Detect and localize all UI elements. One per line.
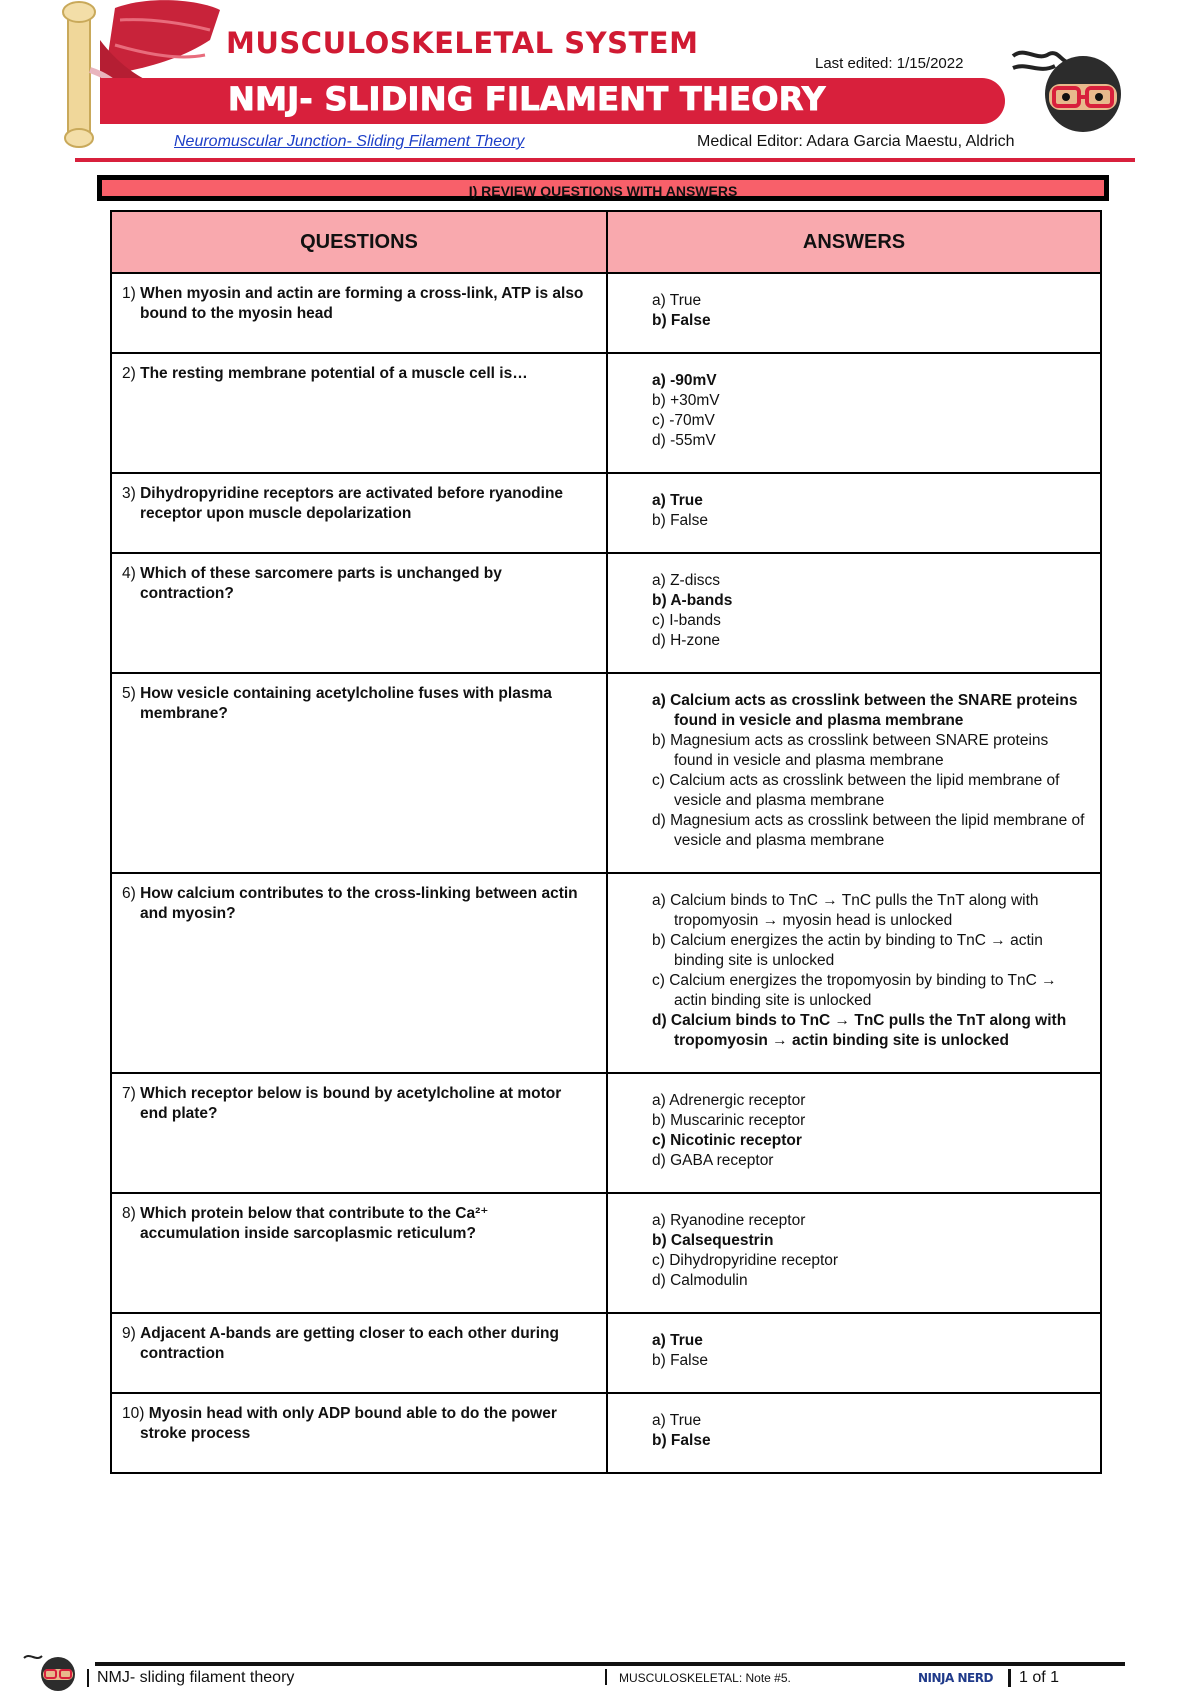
- answer-option-correct: d) Calcium binds to TnC → TnC pulls the TnT along with tropomyosin → actin binding site is unlocked: [652, 1012, 1067, 1049]
- answer-cell: [607, 273, 1101, 353]
- question-text: Which receptor below is bound by acetylcholine at motor end plate?: [140, 1085, 562, 1122]
- footer-divider: [95, 1662, 1125, 1666]
- footer-topic: NMJ- sliding filament theory: [87, 1669, 617, 1687]
- answer-option: c) Dihydropyridine receptor: [652, 1252, 839, 1269]
- ninja-footer-icon: [22, 1650, 82, 1694]
- footer-logo: NINJA NERD: [918, 1671, 993, 1685]
- answer-option: b) Calcium energizes the actin by binding to TnC → actin binding site is unlocked: [652, 932, 1043, 969]
- answer-option: d) Calmodulin: [652, 1272, 748, 1289]
- muscle-illustration: [60, 0, 230, 150]
- table-row: [111, 473, 1101, 553]
- table-row: [111, 1193, 1101, 1313]
- question-cell: 9) Adjacent A-bands are getting closer to each other during contraction: [111, 1313, 607, 1393]
- answer-option: a) True: [652, 292, 702, 309]
- answer-cell: [607, 673, 1101, 873]
- table-row: [111, 553, 1101, 673]
- question-cell: 2) The resting membrane potential of a muscle cell is…: [111, 353, 607, 473]
- question-cell: 5) How vesicle containing acetylcholine fuses with plasma membrane?: [111, 673, 607, 873]
- medical-editor: Medical Editor: Adara Garcia Maestu, Aldrich: [697, 133, 1015, 150]
- answer-option: c) Calcium energizes the tropomyosin by binding to TnC → actin binding site is unlocked: [652, 972, 1057, 1009]
- answer-option: c) Calcium acts as crosslink between the lipid membrane of vesicle and plasma membrane: [652, 772, 1060, 809]
- answer-option: a) Calcium binds to TnC → TnC pulls the TnT along with tropomyosin → myosin head is unlocked: [652, 892, 1039, 929]
- answer-option: b) False: [652, 1352, 708, 1369]
- answer-option: c) I-bands: [652, 612, 721, 629]
- question-text: Dihydropyridine receptors are activated before ryanodine receptor upon muscle depolarization: [140, 485, 564, 522]
- answer-option: b) Magnesium acts as crosslink between SNARE proteins found in vesicle and plasma membrane: [652, 732, 1049, 769]
- answer-option: a) True: [652, 1412, 702, 1429]
- page-title: NMJ- SLIDING FILAMENT THEORY: [228, 80, 826, 118]
- answer-option-correct: a) -90mV: [652, 372, 717, 389]
- section-title: I) REVIEW QUESTIONS WITH ANSWERS: [97, 175, 1109, 201]
- question-cell: 4) Which of these sarcomere parts is unchanged by contraction?: [111, 553, 607, 673]
- answer-option-correct: b) A-bands: [652, 592, 733, 609]
- answer-option-correct: c) Nicotinic receptor: [652, 1132, 802, 1149]
- qa-table: [110, 210, 1102, 1474]
- answer-cell: [607, 473, 1101, 553]
- question-text: How vesicle containing acetylcholine fuses with plasma membrane?: [140, 685, 552, 722]
- table-row: [111, 273, 1101, 353]
- answer-option-correct: b) False: [652, 1432, 711, 1449]
- question-text: Which protein below that contribute to the Ca²⁺ accumulation inside sarcoplasmic reticulum?: [140, 1205, 489, 1242]
- question-cell: 7) Which receptor below is bound by acetylcholine at motor end plate?: [111, 1073, 607, 1193]
- banner-title: MUSCULOSKELETAL SYSTEM: [226, 26, 699, 60]
- table-row: [111, 873, 1101, 1073]
- answer-option: d) Magnesium acts as crosslink between the lipid membrane of vesicle and plasma membrane: [652, 812, 1085, 849]
- answer-option: b) +30mV: [652, 392, 720, 409]
- header-divider: [75, 158, 1135, 162]
- footer-note: MUSCULOSKELETAL: Note #5.: [605, 1669, 791, 1685]
- question-text: When myosin and actin are forming a cross-link, ATP is also bound to the myosin head: [140, 285, 584, 322]
- topic-link[interactable]: Neuromuscular Junction- Sliding Filament Theory: [174, 133, 525, 150]
- question-cell: 3) Dihydropyridine receptors are activated before ryanodine receptor upon muscle depolarization: [111, 473, 607, 553]
- answer-option: b) Muscarinic receptor: [652, 1112, 806, 1129]
- answer-option: d) -55mV: [652, 432, 716, 449]
- answer-option: d) H-zone: [652, 632, 721, 649]
- table-row: [111, 673, 1101, 873]
- answer-option: a) Ryanodine receptor: [652, 1212, 806, 1229]
- question-cell: 10) Myosin head with only ADP bound able to do the power stroke process: [111, 1393, 607, 1473]
- answer-cell: [607, 553, 1101, 673]
- answer-option-correct: a) True: [652, 1332, 703, 1349]
- question-text: Which of these sarcomere parts is unchanged by contraction?: [140, 565, 502, 602]
- question-text: Myosin head with only ADP bound able to do the power stroke process: [140, 1405, 557, 1442]
- table-row: [111, 1313, 1101, 1393]
- answer-cell: [607, 1313, 1101, 1393]
- last-edited-date: Last edited: 1/15/2022: [815, 55, 964, 72]
- table-row: [111, 353, 1101, 473]
- question-text: Adjacent A-bands are getting closer to each other during contraction: [140, 1325, 559, 1362]
- answer-cell: [607, 873, 1101, 1073]
- question-cell: 6) How calcium contributes to the cross-linking between actin and myosin?: [111, 873, 607, 1073]
- answer-option: d) GABA receptor: [652, 1152, 774, 1169]
- answer-cell: [607, 353, 1101, 473]
- question-text: How calcium contributes to the cross-linking between actin and myosin?: [140, 885, 578, 922]
- answer-option-correct: b) False: [652, 312, 711, 329]
- answer-option: c) -70mV: [652, 412, 715, 429]
- question-cell: 8) Which protein below that contribute to the Ca²⁺ accumulation inside sarcoplasmic reticulum?: [111, 1193, 607, 1313]
- answer-option-correct: b) Calsequestrin: [652, 1232, 774, 1249]
- question-cell: 1) When myosin and actin are forming a cross-link, ATP is also bound to the myosin head: [111, 273, 607, 353]
- column-header-questions: QUESTIONS: [111, 211, 607, 273]
- page-number: 1 of 1: [1008, 1669, 1059, 1687]
- table-row: [111, 1393, 1101, 1473]
- answer-cell: [607, 1393, 1101, 1473]
- answer-option-correct: a) True: [652, 492, 703, 509]
- answer-option: a) Z-discs: [652, 572, 721, 589]
- question-text: The resting membrane potential of a muscle cell is…: [140, 365, 528, 382]
- answer-option: b) False: [652, 512, 708, 529]
- ninja-mascot-icon: [1005, 42, 1135, 142]
- answer-option: a) Adrenergic receptor: [652, 1092, 806, 1109]
- answer-option-correct: a) Calcium acts as crosslink between the SNARE proteins found in vesicle and plasma membrane: [652, 692, 1078, 729]
- column-header-answers: ANSWERS: [607, 211, 1101, 273]
- answer-cell: [607, 1073, 1101, 1193]
- table-row: [111, 1073, 1101, 1193]
- answer-cell: [607, 1193, 1101, 1313]
